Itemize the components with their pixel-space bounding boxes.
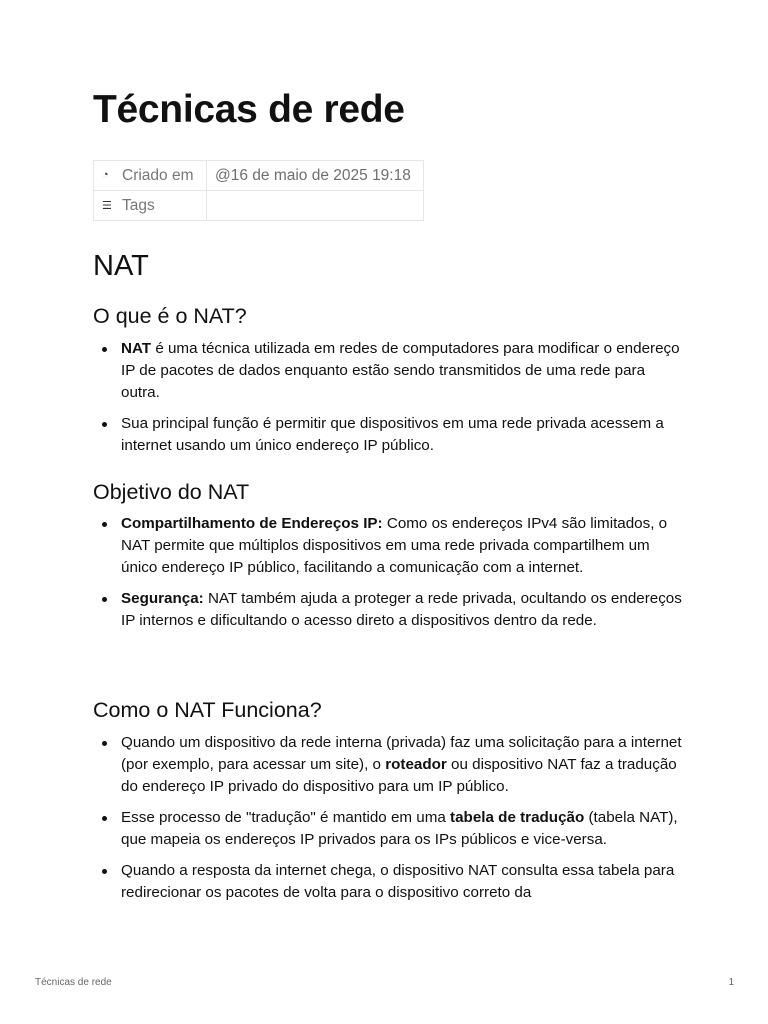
property-key: Criado em [122,166,194,184]
property-value[interactable] [207,191,424,221]
properties-table [93,160,424,221]
list-item: Compartilhamento de Endereços IP: Como os endereços IPv4 são limitados, o NAT permite que múltiplos dispositivos em uma rede privada compartilhem um único endereço IP público, facilitando a comunicação com a internet. [93,513,683,579]
page-title: Técnicas de rede [93,88,405,131]
list-icon: ☰ [102,199,112,212]
subheading: Como o NAT Funciona? [93,698,322,722]
bullet-list [93,338,683,466]
bullet-list [93,513,683,641]
bullet-list [93,732,683,913]
list-item: Quando um dispositivo da rede interna (privada) faz uma solicitação para a internet (por exemplo, para acessar um site), o roteador ou dispositivo NAT faz a tradução do endereço IP privado do dispositivo para um IP público. [93,732,683,798]
property-row-tags [94,191,424,221]
list-item: Quando a resposta da internet chega, o dispositivo NAT consulta essa tabela para redirecionar os pacotes de volta para o dispositivo correto da [93,860,683,904]
property-value[interactable]: @16 de maio de 2025 19:18 [207,161,424,191]
list-item: NAT é uma técnica utilizada em redes de computadores para modificar o endereço IP de pacotes de dados enquanto estão sendo transmitidos de uma rede para outra. [93,338,683,404]
clock-icon: ◔ [102,169,109,182]
list-item: Sua principal função é permitir que dispositivos em uma rede privada acessem a internet usando um único endereço IP público. [93,413,683,457]
list-item: Segurança: NAT também ajuda a proteger a rede privada, ocultando os endereços IP internos e dificultando o acesso direto a dispositivos dentro da rede. [93,588,683,632]
subheading: O que é o NAT? [93,304,247,328]
property-row-created [94,161,424,191]
list-item: Esse processo de "tradução" é mantido em uma tabela de tradução (tabela NAT), que mapeia os endereços IP privados para os IPs públicos e vice-versa. [93,807,683,851]
section-heading-nat: NAT [93,250,149,282]
property-key: Tags [122,196,155,214]
footer-title: Técnicas de rede [35,977,112,988]
subheading: Objetivo do NAT [93,480,250,504]
page-number: 1 [728,977,734,988]
